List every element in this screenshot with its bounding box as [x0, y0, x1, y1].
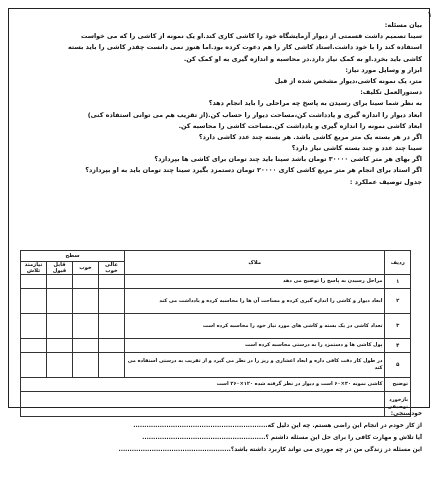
problem-line: سینا تصمیم داشت قسمتی از دیوار آزمایشگاه خود را کاشی کاری کند.او یک نمونه از کاشی را که می خواست [80, 32, 422, 41]
page-number: ۱ [427, 10, 432, 19]
problem-heading: بیان مسئله: [384, 21, 422, 29]
grade-header: عالی خوب [99, 262, 125, 275]
grade-cell[interactable] [47, 275, 73, 289]
criteria-cell: ابعاد دیوار و کاشی را اندازه گیری کرده و مساحت آن ها را محاسبه کرده و یادداشت می کند [125, 289, 385, 314]
instruction-line: به نظر شما سینا برای رسیدن به پاسخ چه مراحلی را باید انجام دهد؟ [208, 99, 422, 108]
grade-header: نیازمند تلاش [21, 262, 47, 275]
grade-header: قابل قبول [47, 262, 73, 275]
criteria-cell: مراحل رسیدن به پاسخ را توضیح می دهد [125, 275, 385, 289]
grade-cell[interactable] [47, 314, 73, 339]
row-number: ۱ [385, 275, 411, 289]
explanation-row [21, 378, 411, 392]
grade-cell[interactable] [73, 275, 99, 289]
table-row [21, 314, 411, 339]
grade-cell[interactable] [73, 339, 99, 353]
grade-cell[interactable] [73, 289, 99, 314]
criteria-cell: پول کاشی ها و دستمزد را به درستی محاسبه کرده است [125, 339, 385, 353]
explanation-label: توضیح [385, 378, 411, 392]
instruction-line: سینا چند عدد و چند بسته کاشی نیاز دارد؟ [291, 144, 422, 153]
grade-cell[interactable] [73, 314, 99, 339]
grade-cell[interactable] [99, 339, 125, 353]
tools-heading: ابزار و وسایل مورد نیاز: [345, 65, 422, 74]
row-number: ۲ [385, 289, 411, 314]
self-assessment-heading: خودسنجی: [390, 411, 422, 417]
table-row [21, 353, 411, 378]
instruction-line: ابعاد دیوار را اندازه گیری و یادداشت کن،مساحت دیوار را حساب کن.(از تقریب هم می توانی استفاده کنی) [87, 110, 422, 119]
grade-cell[interactable] [73, 353, 99, 378]
grade-cell[interactable] [21, 275, 47, 289]
instruction-line: اگر استاد برای انجام هر متر مربع کاشی کاری ۲۰۰۰۰ تومان دستمزد بگیرد سینا چند تومان باید به او بپردازد؟ [85, 166, 422, 175]
grade-header: خوب [73, 262, 99, 275]
grade-cell[interactable] [47, 339, 73, 353]
table-row [21, 289, 411, 314]
instruction-line: اگر بهای هر متر کاشی ۳۰۰۰۰ تومان باشد سینا باید چند تومان برای کاشی ها بپردازد؟ [154, 155, 422, 164]
instructions-heading: دستورالعمل تکلیف: [360, 88, 422, 97]
worksheet-page [6, 4, 440, 474]
grade-cell[interactable] [99, 275, 125, 289]
grade-cell[interactable] [47, 289, 73, 314]
row-number: ۴ [385, 339, 411, 353]
performance-table [20, 250, 411, 417]
table-row [21, 339, 411, 353]
grade-cell[interactable] [21, 353, 47, 378]
row-number: ۵ [385, 353, 411, 378]
self-assessment-line: آیا تلاش و مهارت کافی را برای حل این مسئله داشتم ؟........................................................ [142, 435, 422, 441]
instruction-line: اگر در هر بسته یک متر مربع کاشی باشد. هر بسته چند عدد کاشی دارد؟ [198, 132, 422, 141]
table-row [21, 275, 411, 289]
grade-cell[interactable] [21, 339, 47, 353]
criteria-header: ملاک [125, 251, 385, 275]
grade-cell[interactable] [21, 289, 47, 314]
self-assessment-line: از کار خودم در انجام این راضی هستم. چه این دلیل که............................................................. [133, 423, 422, 429]
problem-section [30, 20, 422, 188]
grade-cell[interactable] [99, 353, 125, 378]
grade-cell[interactable] [99, 289, 125, 314]
instruction-line: جدول توصیف عملکرد : [349, 177, 422, 186]
self-assessment-section [24, 408, 422, 456]
row-number: ۳ [385, 314, 411, 339]
grade-cell[interactable] [21, 314, 47, 339]
grade-cell[interactable] [47, 353, 73, 378]
grade-cell[interactable] [99, 314, 125, 339]
criteria-cell: تعداد کاشی در یک بسته و کاشی های مورد نیاز خود را محاسبه کرده است [125, 314, 385, 339]
problem-line: استفاده کند را با خود داشت.استاد کاشی کار را هم دعوت کرده بود.اما هنوز نمی دانست چقدر کاشی را باید بسته [68, 43, 422, 52]
criteria-cell: در طول کار دقت کافی داره و ابعاد اعشاری و ریز را در نظر می گیرد و از تقریب به درستی استفاده می کند [125, 353, 385, 378]
instruction-line: ابعاد کاشی نمونه را اندازه گیری و یادداشت کن.مساحت کاشی را محاسبه کن. [178, 121, 422, 130]
tools-text: متر، یک نمونه کاشی،دیوار مشخص شده از قبل [274, 76, 422, 85]
feedback-label: بازخورد توصیفی [385, 392, 411, 417]
explanation-text: کاشی نمونه ۳۰×۶۰ است و دیوار در نظر گرفته شده ۱۲۰×۲۶۰ است [21, 378, 385, 392]
problem-line: کاشی باید بخرد.او به کمک نیاز دارد.در محاسبه و اندازه گیری به او کمک کن. [183, 54, 422, 63]
level-header: سطح [21, 251, 125, 262]
row-header: ردیف [385, 251, 411, 275]
self-assessment-line: این مسئله در زندگی من در چه موردی می تواند کاربرد داشته باشد؟................................................... [118, 447, 422, 453]
